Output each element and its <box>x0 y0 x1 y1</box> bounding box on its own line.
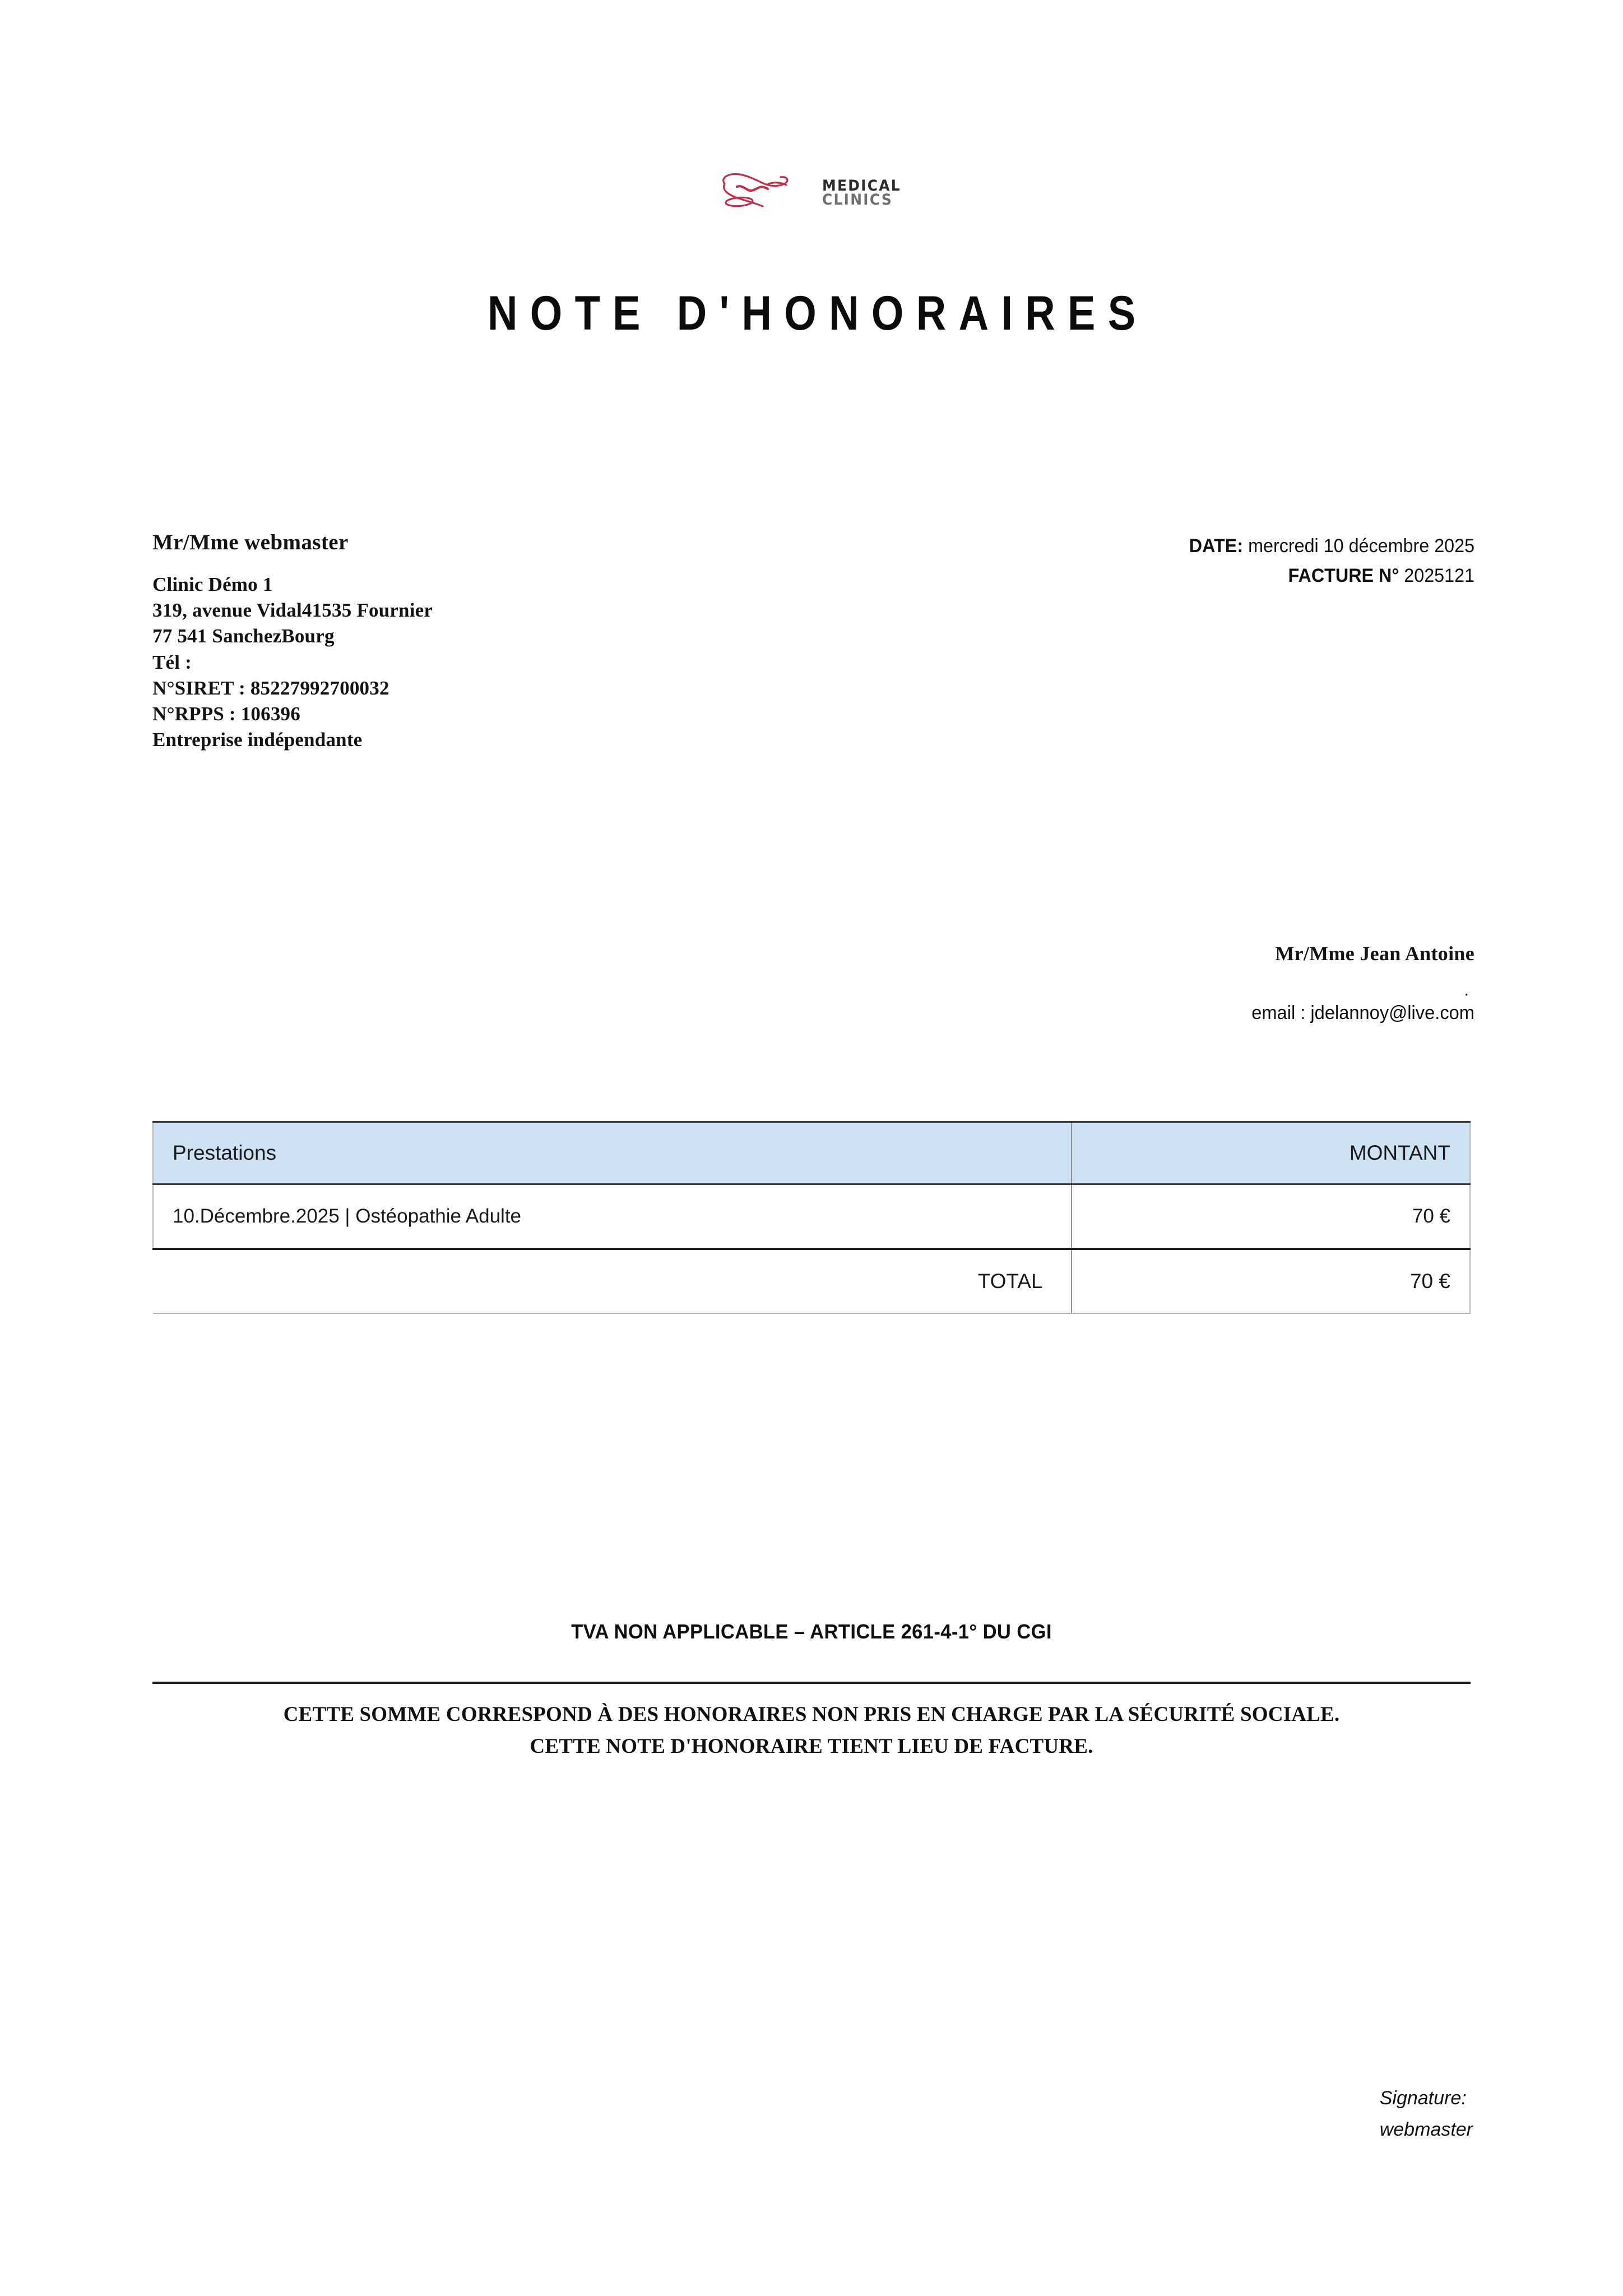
total-label: TOTAL <box>153 1249 1072 1313</box>
signature-block <box>1380 2082 1473 2145</box>
brand-logo <box>0 168 1623 219</box>
invoice-number-row <box>1189 561 1474 591</box>
logo-line-2: CLINICS <box>822 191 893 209</box>
issuer-rpps: N°RPPS : 106396 <box>152 702 300 725</box>
column-header-prestations: Prestations <box>153 1122 1072 1184</box>
footer-divider <box>152 1682 1471 1684</box>
issuer-status: Entreprise indépendante <box>152 729 363 751</box>
recipient-email: email : jdelannoy@live.com <box>1251 1002 1474 1024</box>
invoice-date-label: DATE: <box>1189 535 1244 557</box>
medical-swoosh-icon <box>715 168 810 219</box>
issuer-name: Mr/Mme webmaster <box>152 530 349 554</box>
legal-line-2: CETTE NOTE D'HONORAIRE TIENT LIEU DE FACTURE. <box>530 1735 1093 1758</box>
issuer-phone: Tél : <box>152 651 192 673</box>
page-title: NOTE D'HONORAIRES <box>487 286 1148 340</box>
invoice-date-value: mercredi 10 décembre 2025 <box>1248 535 1474 557</box>
signature-label: Signature: <box>1379 2087 1467 2109</box>
recipient-block <box>970 942 1474 1024</box>
issuer-block <box>152 530 433 753</box>
issuer-city: 77 541 SanchezBourg <box>152 625 335 647</box>
column-header-montant: MONTANT <box>1072 1122 1470 1184</box>
recipient-name: Mr/Mme Jean Antoine <box>1275 942 1474 965</box>
recipient-marker: . <box>1464 981 1469 999</box>
invoice-date-row <box>1189 531 1474 561</box>
line-item-amount: 70 € <box>1072 1184 1470 1249</box>
signature-value: webmaster <box>1379 2119 1473 2141</box>
table-row <box>153 1184 1470 1249</box>
issuer-clinic: Clinic Démo 1 <box>152 573 273 595</box>
issuer-siret: N°SIRET : 85227992700032 <box>152 677 389 699</box>
invoice-meta <box>1189 531 1474 590</box>
invoice-number-label: FACTURE N° <box>1288 564 1399 586</box>
invoice-number-value: 2025121 <box>1404 564 1474 586</box>
table-header-row <box>153 1122 1470 1184</box>
prestations-table <box>152 1121 1471 1314</box>
legal-line-1: CETTE SOMME CORRESPOND À DES HONORAIRES NON PRIS EN CHARGE PAR LA SÉCURITÉ SOCIALE. <box>283 1703 1340 1726</box>
legal-block <box>0 1698 1623 1763</box>
table-total-row <box>153 1249 1470 1313</box>
logo-wordmark <box>822 179 901 207</box>
line-item-description: 10.Décembre.2025 | Ostéopathie Adulte <box>153 1184 1072 1249</box>
logo-line-1: MEDICAL <box>822 177 902 195</box>
tva-note: TVA NON APPLICABLE – ARTICLE 261-4-1° DU CGI <box>571 1620 1052 1643</box>
total-amount: 70 € <box>1072 1249 1470 1313</box>
issuer-address: 319, avenue Vidal41535 Fournier <box>152 599 433 622</box>
